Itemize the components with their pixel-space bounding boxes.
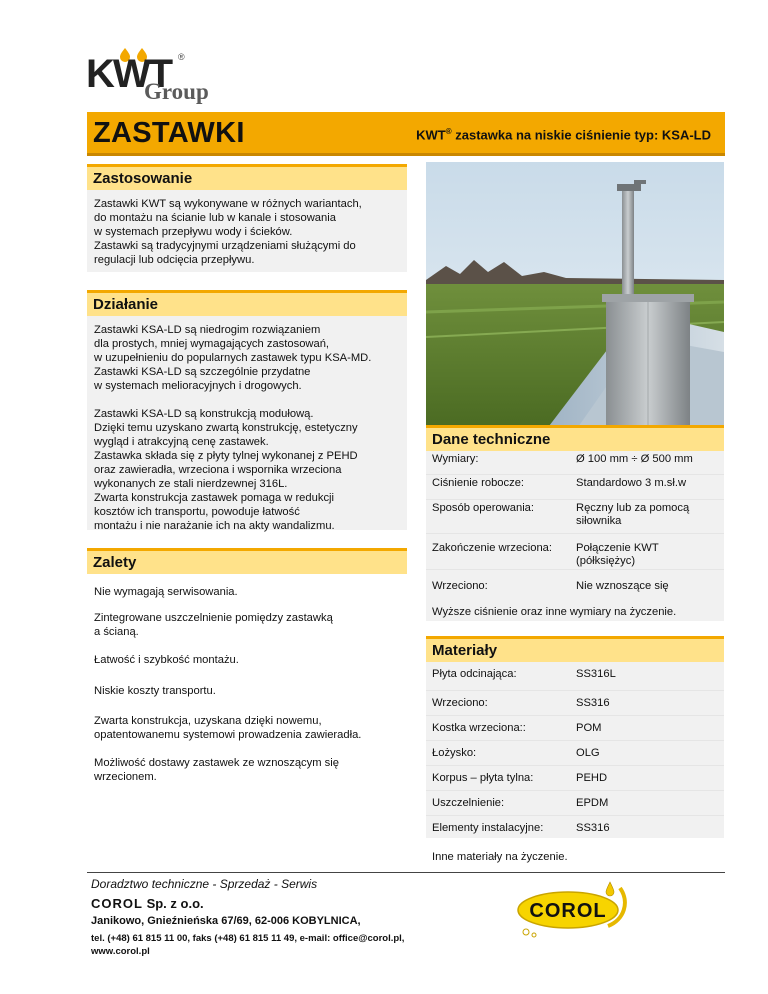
dane-key: Wymiary: bbox=[432, 453, 479, 465]
material-key: Elementy instalacyjne: bbox=[432, 822, 544, 834]
footer-contact: tel. (+48) 61 815 11 00, faks (+48) 61 815 11 49, e-mail: office@corol.pl, www.corol.pl bbox=[91, 933, 405, 957]
footer-company bbox=[91, 896, 204, 911]
zastosowanie-paragraph: Zastawki KWT są wykonywane w różnych wariantach, do montażu na ścianie lub w kanale i stosowania w systemach przepływu wody i ścieków. Zastawki są tradycyjnymi urządzeniami służącymi do regulacji lub odcięcia przepływu. bbox=[94, 198, 362, 266]
zastosowanie-body bbox=[94, 197, 404, 277]
zalety-item: Nie wymagają serwisowania. bbox=[94, 586, 238, 598]
footer-address: Janikowo, Gnieźnieńska 67/69, 62-006 KOBYLNICA, bbox=[91, 915, 361, 927]
kwt-group-logo bbox=[86, 48, 236, 104]
subtitle-rest: zastawka na niskie ciśnienie typ: KSA-LD bbox=[451, 127, 711, 143]
subtitle-sup: ® bbox=[445, 127, 452, 136]
product-photo bbox=[426, 162, 724, 430]
company-brand: COROL bbox=[91, 896, 143, 911]
dzialanie-heading: Działanie bbox=[93, 296, 159, 313]
material-value: SS316L bbox=[576, 668, 616, 680]
materialy-heading: Materiały bbox=[432, 642, 498, 659]
table-row bbox=[426, 766, 724, 791]
photo-illustration bbox=[426, 162, 724, 430]
dane-value: Nie wznoszące się bbox=[576, 580, 669, 592]
zalety-item: Zwarta konstrukcja, uzyskana dzięki nowemu, opatentowanemu systemowi prowadzenia zawieradła. bbox=[94, 715, 362, 741]
dzialanie-paragraph-1: Zastawki KSA-LD są niedrogim rozwiązaniem dla prostych, mniej wymagających zastosowań, w uzupełnieniu do popularnych zastawek typu KSA-MD. Zastawki KSA-LD są szczególnie przydatne w systemach melioracyjnych i drogowych. bbox=[94, 324, 372, 392]
table-row bbox=[426, 691, 724, 716]
zastosowanie-header bbox=[87, 164, 407, 190]
material-key: Płyta odcinająca: bbox=[432, 668, 517, 680]
dane-heading: Dane techniczne bbox=[432, 431, 551, 448]
materialy-table bbox=[426, 666, 724, 864]
footer-services: Doradztwo techniczne - Sprzedaż - Serwis bbox=[91, 877, 318, 891]
table-row bbox=[426, 716, 724, 741]
material-key: Korpus – płyta tylna: bbox=[432, 772, 534, 784]
dane-key: Ciśnienie robocze: bbox=[432, 477, 525, 489]
subtitle-prefix: KWT bbox=[416, 127, 446, 143]
zalety-item: Zintegrowane uszczelnienie pomiędzy zastawką a ścianą. bbox=[94, 612, 333, 638]
dzialanie-paragraph-2: Zastawki KSA-LD są konstrukcją modułową. Dzięki temu uzyskano zwartą konstrukcję, estetyczny wygląd i atrakcyjną cenę zastawek. Zastawka składa się z płyty tylnej wykonanej z PEHD oraz zawieradła, wrzeciona i wspornika wrzeciona wykonanych ze stali nierdzewnej 316L. Zwarta konstrukcja zastawek pomaga w redukcji kosztów ich transportu, powoduje łatwość montażu i nie narażanie ich na akty wandalizmu. bbox=[94, 408, 358, 532]
page-title: ZASTAWKI bbox=[93, 117, 245, 149]
table-row bbox=[426, 666, 724, 691]
table-row bbox=[426, 500, 724, 534]
table-row bbox=[426, 534, 724, 570]
material-value: POM bbox=[576, 722, 602, 734]
footer-divider bbox=[87, 872, 725, 873]
table-row bbox=[426, 452, 724, 475]
zalety-item: Niskie koszty transportu. bbox=[94, 685, 216, 697]
material-value: PEHD bbox=[576, 772, 608, 784]
material-key: Uszczelnienie: bbox=[432, 797, 505, 809]
dane-key: Zakończenie wrzeciona: bbox=[432, 542, 553, 554]
material-key: Kostka wrzeciona:: bbox=[432, 722, 526, 734]
logo-kwt: KWT bbox=[86, 52, 172, 96]
materialy-header bbox=[426, 636, 724, 662]
corol-logo-text: COROL bbox=[529, 900, 607, 922]
zalety-list bbox=[94, 585, 414, 794]
corol-logo-graphic bbox=[512, 880, 632, 940]
dane-table bbox=[426, 452, 724, 619]
dane-header bbox=[426, 425, 724, 451]
material-value: OLG bbox=[576, 747, 600, 759]
dzialanie-header bbox=[87, 290, 407, 316]
dane-key: Wrzeciono: bbox=[432, 580, 488, 592]
material-value: SS316 bbox=[576, 822, 610, 834]
dane-note: Wyższe ciśnienie oraz inne wymiary na życzenie. bbox=[432, 606, 677, 618]
material-value: SS316 bbox=[576, 697, 610, 709]
table-row bbox=[426, 741, 724, 766]
table-row bbox=[426, 570, 724, 596]
title-bar bbox=[87, 112, 725, 156]
logo-registered: ® bbox=[178, 52, 185, 62]
table-row bbox=[426, 791, 724, 816]
dzialanie-body bbox=[94, 323, 404, 543]
zalety-heading: Zalety bbox=[93, 554, 137, 571]
material-value: EPDM bbox=[576, 797, 609, 809]
material-key: Łożysko: bbox=[432, 747, 477, 759]
dane-value: Ø 100 mm ÷ Ø 500 mm bbox=[576, 453, 693, 465]
zalety-header bbox=[87, 548, 407, 574]
dane-value: Ręczny lub za pomocą siłownika bbox=[576, 502, 690, 527]
dane-value: Połączenie KWT (półksiężyc) bbox=[576, 542, 659, 567]
dane-key: Sposób operowania: bbox=[432, 502, 535, 514]
table-row bbox=[426, 816, 724, 841]
material-key: Wrzeciono: bbox=[432, 697, 488, 709]
logo-group: Group bbox=[144, 79, 209, 104]
dane-value: Standardowo 3 m.sł.w bbox=[576, 477, 687, 489]
table-row bbox=[426, 475, 724, 500]
corol-logo bbox=[512, 880, 632, 940]
zastosowanie-heading: Zastosowanie bbox=[93, 170, 193, 187]
company-suffix: Sp. z o.o. bbox=[142, 896, 204, 911]
materialy-note: Inne materiały na życzenie. bbox=[432, 851, 568, 863]
zalety-item: Łatwość i szybkość montażu. bbox=[94, 654, 239, 666]
page-subtitle bbox=[416, 127, 711, 142]
zalety-item: Możliwość dostawy zastawek ze wznoszącym się wrzecionem. bbox=[94, 757, 339, 783]
